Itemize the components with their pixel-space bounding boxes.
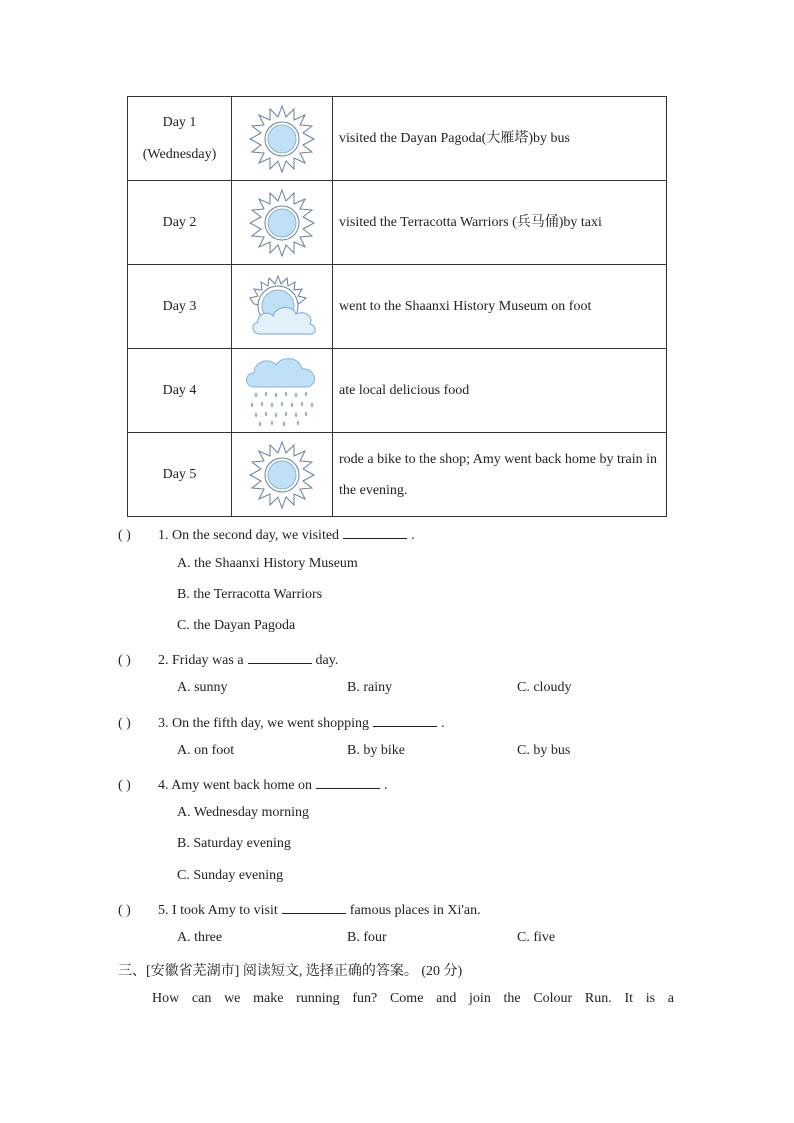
option-4a[interactable]: A. Wednesday morning xyxy=(177,805,309,820)
question-text: 4. Amy went back home on xyxy=(158,778,312,793)
answer-paren[interactable]: ( ) xyxy=(118,716,131,731)
answer-blank[interactable] xyxy=(373,712,437,727)
option-3c[interactable]: C. by bus xyxy=(517,743,571,758)
question-4 xyxy=(118,774,387,794)
table-row xyxy=(128,265,667,349)
day-label: Day 2 xyxy=(162,214,197,230)
option-3b[interactable]: B. by bike xyxy=(347,743,405,758)
question-text-end: day. xyxy=(315,653,339,668)
sunny-icon xyxy=(247,188,317,258)
day-cell xyxy=(128,349,232,433)
activity-cell: went to the Shaanxi History Museum on foot xyxy=(333,265,667,349)
passage-text: How can we make running fun? Come and join the Colour Run. It is a xyxy=(152,991,674,1006)
option-5c[interactable]: C. five xyxy=(517,930,556,945)
weather-cell xyxy=(232,181,333,265)
weather-cell xyxy=(232,265,333,349)
answer-paren[interactable]: ( ) xyxy=(118,903,131,918)
weather-cell xyxy=(232,349,333,433)
cloudy-icon xyxy=(244,274,320,340)
sunny-icon xyxy=(247,440,317,510)
activity-cell: visited the Dayan Pagoda(大雁塔)by bus xyxy=(333,97,667,181)
day-label: Day 4 xyxy=(162,382,197,398)
table-row xyxy=(128,97,667,181)
table-row xyxy=(128,349,667,433)
day-cell xyxy=(128,265,232,349)
sunny-icon xyxy=(247,104,317,174)
answer-blank[interactable] xyxy=(282,899,346,914)
question-text-end: . xyxy=(441,716,445,731)
question-1 xyxy=(118,524,415,544)
answer-paren[interactable]: ( ) xyxy=(118,528,131,543)
question-text: 5. I took Amy to visit xyxy=(158,903,278,918)
option-2c[interactable]: C. cloudy xyxy=(517,680,572,695)
table-row xyxy=(128,433,667,517)
weather-cell xyxy=(232,433,333,517)
question-text: 3. On the fifth day, we went shopping xyxy=(158,716,369,731)
option-1c[interactable]: C. the Dayan Pagoda xyxy=(177,618,296,633)
trip-table xyxy=(127,96,667,517)
option-5b[interactable]: B. four xyxy=(347,930,387,945)
question-2 xyxy=(118,649,338,669)
day-label: Day 1 xyxy=(162,114,197,130)
answer-paren[interactable]: ( ) xyxy=(118,778,131,793)
option-2b[interactable]: B. rainy xyxy=(347,680,393,695)
question-text: 2. Friday was a xyxy=(158,653,244,668)
day-label: Day 3 xyxy=(162,298,197,314)
activity-cell: ate local delicious food xyxy=(333,349,667,433)
option-3a[interactable]: A. on foot xyxy=(177,743,235,758)
day-label: Day 5 xyxy=(162,466,197,482)
question-text: 1. On the second day, we visited xyxy=(158,528,340,543)
question-text-end: . xyxy=(383,778,388,793)
rainy-icon xyxy=(242,353,322,429)
answer-blank[interactable] xyxy=(316,774,380,789)
activity-cell: visited the Terracotta Warriors (兵马俑)by taxi xyxy=(333,181,667,265)
day-cell xyxy=(128,433,232,517)
table-row xyxy=(128,181,667,265)
question-5 xyxy=(118,899,481,919)
weather-cell xyxy=(232,97,333,181)
day-cell xyxy=(128,181,232,265)
answer-blank[interactable] xyxy=(343,524,407,539)
option-1a[interactable]: A. the Shaanxi History Museum xyxy=(177,556,358,571)
option-2a[interactable]: A. sunny xyxy=(177,680,228,695)
answer-paren[interactable]: ( ) xyxy=(118,653,131,668)
option-1b[interactable]: B. the Terracotta Warriors xyxy=(177,587,323,602)
answer-blank[interactable] xyxy=(248,649,312,664)
option-4c[interactable]: C. Sunday evening xyxy=(177,868,284,883)
day-cell xyxy=(128,97,232,181)
section-heading: 三、[安徽省芜湖市] 阅读短文, 选择正确的答案。 (20 分) xyxy=(118,964,463,979)
activity-cell: rode a bike to the shop; Amy went back home by train in the evening. xyxy=(333,433,667,517)
question-3 xyxy=(118,712,445,732)
option-5a[interactable]: A. three xyxy=(177,930,223,945)
question-text-end: famous places in Xi'an. xyxy=(349,903,481,918)
day-sub-label: (Wednesday) xyxy=(142,146,217,162)
question-text-end: . xyxy=(411,528,415,543)
option-4b[interactable]: B. Saturday evening xyxy=(177,836,291,851)
